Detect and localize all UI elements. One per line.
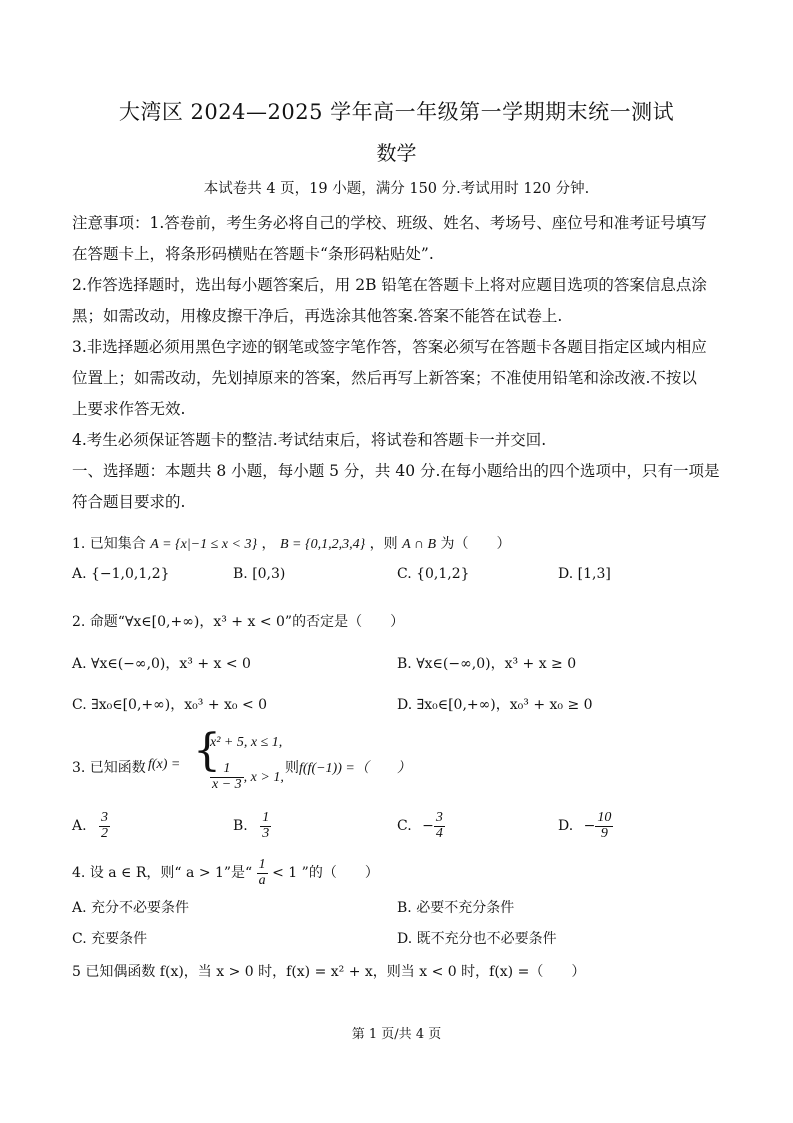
piecewise-brace: {	[193, 725, 221, 776]
q3-fx: f(x) =	[148, 757, 181, 772]
option-a: A. 充分不必要条件	[72, 900, 190, 916]
option-d: D. 既不充分也不必要条件	[397, 931, 557, 947]
subject-title: 数学	[376, 141, 417, 165]
set-b: B = {0,1,2,3,4}	[279, 537, 366, 552]
note-line: 在答题卡上，将条形码横贴在答题卡“条形码粘贴处”.	[72, 245, 434, 263]
set-a: A = {x|−1 ≤ x < 3}	[150, 537, 258, 552]
q1-stem-b: ，则	[369, 536, 398, 552]
piecewise-case-1: x² + 5, x ≤ 1,	[210, 735, 283, 750]
section-heading-cont: 符合题目要求的.	[72, 493, 186, 511]
intersection-expr: A ∩ B	[402, 537, 437, 552]
note-line: 2.作答选择题时，选出每小题答案后，用 2B 铅笔在答题卡上将对应题目选项的答案信息点涂	[72, 276, 707, 294]
q1-stem-c: 为（ ）	[440, 536, 511, 552]
note-line: 位置上；如需改动，先划掉原来的答案，然后再写上新答案；不准使用铅笔和涂改液.不按以	[72, 369, 697, 387]
option-a: A. $\frac{3}{2}$	[72, 810, 109, 841]
note-line: 上要求作答无效.	[72, 400, 186, 418]
q3-stem-b: 则f(f(−1)) =（ ）	[285, 760, 411, 776]
note-line: 3.非选择题必须用黑色字迹的钢笔或签字笔作答，答案必须写在答题卡各题目指定区域内相应	[72, 338, 707, 356]
question-5: 5 已知偶函数 f(x)，当 x > 0 时，f(x) = x² + x，则当 x < 0 时，f(x) =（ ）	[72, 964, 586, 980]
q4-fraction: $\frac{1}{a}$	[258, 857, 266, 888]
q1-stem-a: 1. 已知集合	[72, 536, 146, 552]
option-c: C. {0,1,2}	[397, 566, 470, 582]
option-a: A. ∀x∈(−∞,0)，x³ + x < 0	[72, 656, 251, 672]
piecewise-case-2: $\frac{1}{x - 3}$ , x > 1,	[212, 761, 284, 792]
q3-stem-a: 3. 已知函数	[72, 760, 146, 776]
note-line: 黑；如需改动，用橡皮擦干净后，再选涂其他答案.答案不能答在试卷上.	[72, 307, 563, 325]
note-line: 4.考生必须保证答题卡的整洁.考试结束后，将试卷和答题卡一并交回.	[72, 431, 547, 449]
option-a: A. {−1,0,1,2}	[72, 566, 170, 582]
question-2: 2. 命题“∀x∈[0,+∞)，x³ + x < 0”的否定是（ ）	[72, 614, 405, 630]
option-d: D. ∃x₀∈[0,+∞)，x₀³ + x₀ ≥ 0	[397, 697, 593, 713]
exam-title: 大湾区 2024—2025 学年高一年级第一学期期末统一测试	[118, 100, 675, 124]
option-b: B. $\frac{1}{3}$	[233, 810, 270, 841]
option-d: D. [1,3]	[558, 566, 611, 582]
page-footer: 第 1 页/共 4 页	[351, 1027, 442, 1042]
option-c: C. ∃x₀∈[0,+∞)，x₀³ + x₀ < 0	[72, 697, 268, 713]
q1-comma: ，	[261, 536, 276, 552]
option-d: D. − $\frac{10}{9}$	[558, 810, 612, 841]
case-2-fraction: $\frac{1}{x - 3}$	[212, 761, 242, 792]
option-b: B. 必要不充分条件	[397, 900, 515, 916]
exam-intro: 本试卷共 4 页，19 小题，满分 150 分.考试用时 120 分钟.	[203, 181, 590, 197]
question-1	[72, 533, 511, 553]
option-c: C. 充要条件	[72, 931, 148, 947]
option-b: B. [0,3)	[233, 566, 286, 582]
note-line: 注意事项：1.答卷前，考生务必将自己的学校、班级、姓名、考场号、座位号和准考证号填写	[72, 214, 707, 232]
option-b: B. ∀x∈(−∞,0)，x³ + x ≥ 0	[397, 656, 577, 672]
option-c: C. − $\frac{3}{4}$	[397, 810, 443, 841]
question-4: 4. 设 a ∈ R，则“ a > 1”是“ $\frac{1}{a}$ < 1 ”的（ ）	[72, 857, 379, 888]
section-heading: 一、选择题：本题共 8 小题，每小题 5 分，共 40 分.在每小题给出的四个选项中，只有一项是	[72, 462, 720, 480]
